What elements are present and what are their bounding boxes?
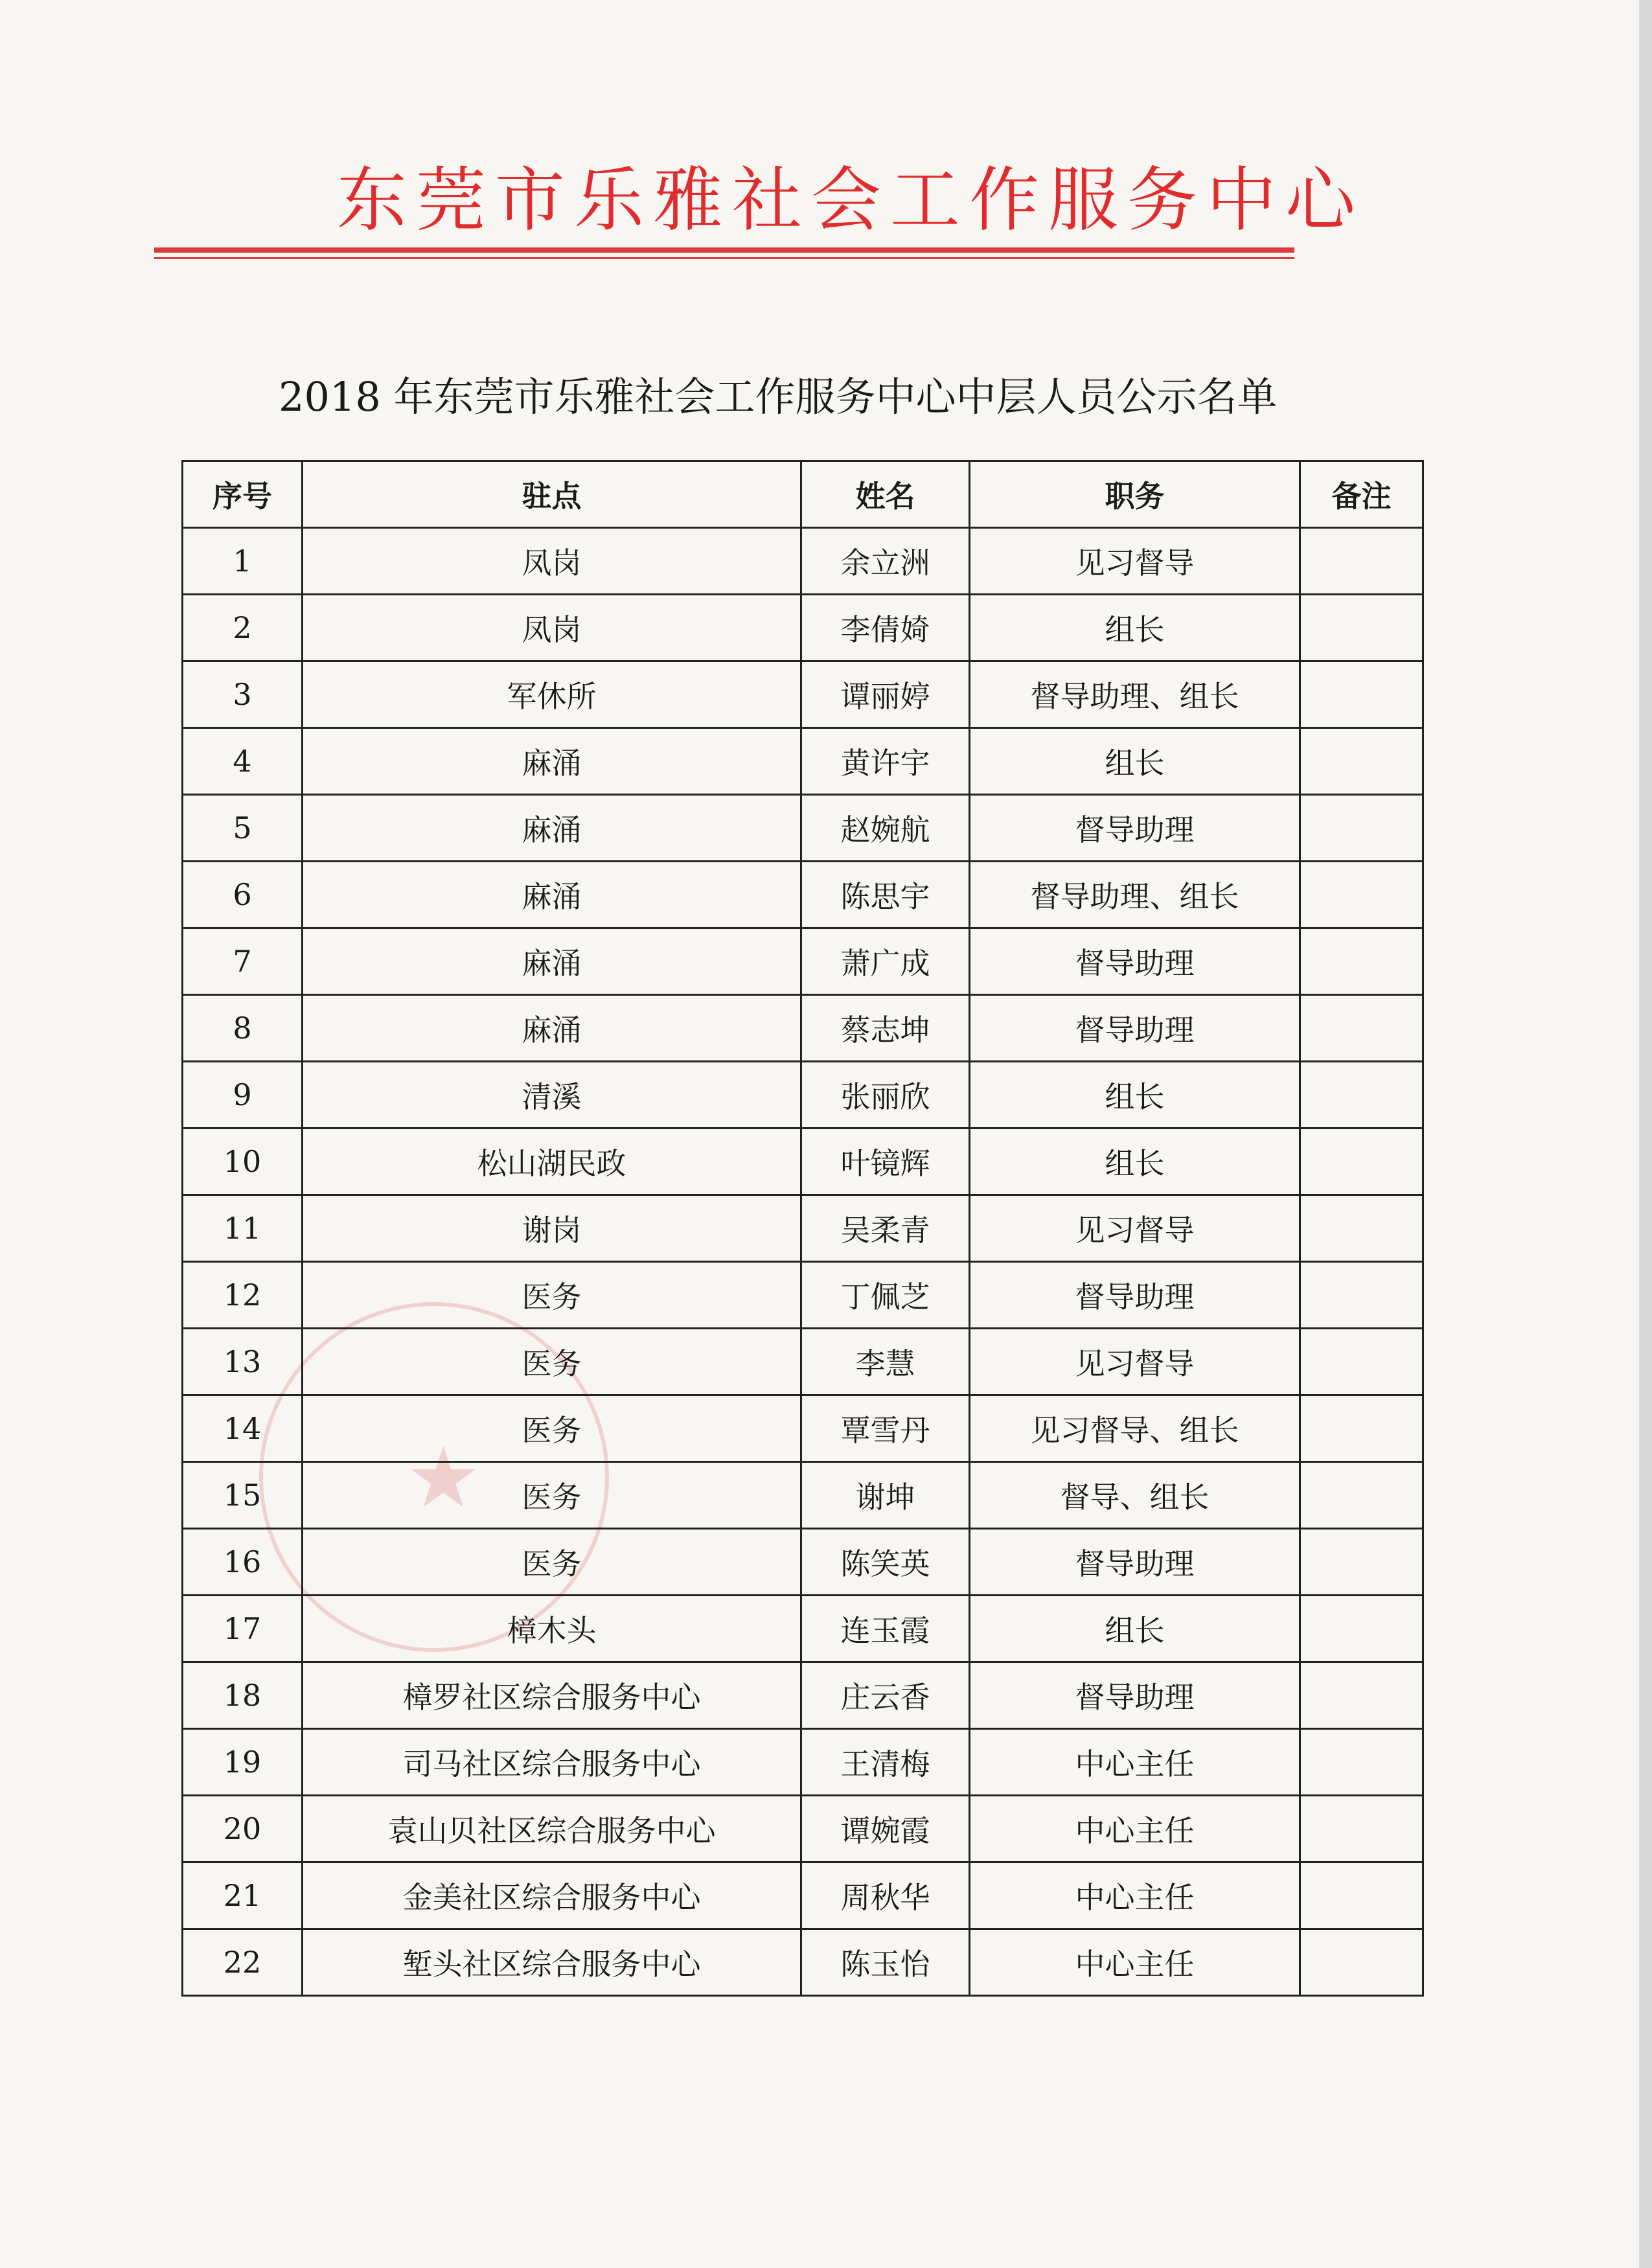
table-row — [183, 995, 1423, 1062]
cell-location: 袁山贝社区综合服务中心 — [303, 1796, 801, 1862]
header-note: 备注 — [1300, 461, 1423, 528]
cell-location: 麻涌 — [303, 795, 801, 862]
cell-name: 王清梅 — [801, 1729, 970, 1796]
cell-no: 3 — [183, 661, 303, 728]
cell-no: 21 — [183, 1862, 303, 1929]
cell-location: 医务 — [303, 1529, 801, 1596]
cell-role: 中心主任 — [970, 1796, 1300, 1862]
cell-location: 医务 — [303, 1329, 801, 1395]
header-location: 驻点 — [303, 461, 801, 528]
cell-no: 13 — [183, 1329, 303, 1395]
table-row — [183, 1929, 1423, 1996]
cell-location: 麻涌 — [303, 728, 801, 795]
cell-role: 督导助理 — [970, 995, 1300, 1062]
cell-name: 陈笑英 — [801, 1529, 970, 1596]
cell-no: 5 — [183, 795, 303, 862]
table-row — [183, 528, 1423, 595]
table-row — [183, 1796, 1423, 1862]
cell-name: 余立洲 — [801, 528, 970, 595]
cell-note — [1300, 1662, 1423, 1729]
cell-note — [1300, 1796, 1423, 1862]
cell-no: 6 — [183, 862, 303, 928]
cell-role: 见习督导 — [970, 1329, 1300, 1395]
cell-role: 组长 — [970, 1128, 1300, 1195]
cell-location: 樟罗社区综合服务中心 — [303, 1662, 801, 1729]
cell-note — [1300, 595, 1423, 661]
cell-location: 麻涌 — [303, 928, 801, 995]
cell-note — [1300, 1596, 1423, 1662]
cell-no: 4 — [183, 728, 303, 795]
cell-no: 8 — [183, 995, 303, 1062]
cell-location: 金美社区综合服务中心 — [303, 1862, 801, 1929]
cell-location: 樟木头 — [303, 1596, 801, 1662]
cell-role: 督导助理 — [970, 928, 1300, 995]
table-row — [183, 1462, 1423, 1529]
cell-location: 司马社区综合服务中心 — [303, 1729, 801, 1796]
table-row — [183, 1262, 1423, 1329]
cell-note — [1300, 1195, 1423, 1262]
table-row — [183, 595, 1423, 661]
cell-location: 清溪 — [303, 1062, 801, 1128]
table-row — [183, 795, 1423, 862]
cell-role: 见习督导、组长 — [970, 1395, 1300, 1462]
cell-role: 见习督导 — [970, 1195, 1300, 1262]
cell-name: 蔡志坤 — [801, 995, 970, 1062]
table-row — [183, 862, 1423, 928]
cell-role: 中心主任 — [970, 1729, 1300, 1796]
cell-note — [1300, 1329, 1423, 1395]
cell-no: 2 — [183, 595, 303, 661]
table-body — [183, 528, 1423, 1996]
cell-name: 庄云香 — [801, 1662, 970, 1729]
cell-role: 组长 — [970, 1596, 1300, 1662]
table-row — [183, 661, 1423, 728]
cell-location: 医务 — [303, 1395, 801, 1462]
cell-location: 麻涌 — [303, 862, 801, 928]
cell-role: 督导助理、组长 — [970, 661, 1300, 728]
cell-name: 叶镜辉 — [801, 1128, 970, 1195]
cell-location: 军休所 — [303, 661, 801, 728]
table-row — [183, 1128, 1423, 1195]
cell-location: 松山湖民政 — [303, 1128, 801, 1195]
cell-name: 谭丽婷 — [801, 661, 970, 728]
cell-note — [1300, 995, 1423, 1062]
cell-name: 谢坤 — [801, 1462, 970, 1529]
cell-no: 9 — [183, 1062, 303, 1128]
table-row — [183, 1729, 1423, 1796]
cell-no: 7 — [183, 928, 303, 995]
cell-note — [1300, 1128, 1423, 1195]
cell-no: 1 — [183, 528, 303, 595]
cell-location: 医务 — [303, 1262, 801, 1329]
cell-note — [1300, 1929, 1423, 1996]
table-row — [183, 928, 1423, 995]
cell-note — [1300, 1729, 1423, 1796]
cell-location: 麻涌 — [303, 995, 801, 1062]
table-row — [183, 1596, 1423, 1662]
cell-role: 组长 — [970, 728, 1300, 795]
cell-role: 中心主任 — [970, 1862, 1300, 1929]
cell-no: 19 — [183, 1729, 303, 1796]
cell-no: 14 — [183, 1395, 303, 1462]
cell-no: 16 — [183, 1529, 303, 1596]
cell-name: 赵婉航 — [801, 795, 970, 862]
cell-note — [1300, 661, 1423, 728]
table-row — [183, 1329, 1423, 1395]
scan-edge — [1639, 0, 1652, 2268]
table-row — [183, 1062, 1423, 1128]
cell-no: 11 — [183, 1195, 303, 1262]
header-role: 职务 — [970, 461, 1300, 528]
cell-no: 12 — [183, 1262, 303, 1329]
cell-location: 凤岗 — [303, 528, 801, 595]
cell-no: 22 — [183, 1929, 303, 1996]
table-row — [183, 1662, 1423, 1729]
cell-role: 组长 — [970, 595, 1300, 661]
cell-role: 督导助理 — [970, 1662, 1300, 1729]
cell-note — [1300, 528, 1423, 595]
organization-header: 东莞市乐雅社会工作服务中心 — [337, 160, 1365, 241]
cell-no: 10 — [183, 1128, 303, 1195]
cell-no: 15 — [183, 1462, 303, 1529]
cell-name: 连玉霞 — [801, 1596, 970, 1662]
cell-name: 李倩婍 — [801, 595, 970, 661]
cell-name: 谭婉霞 — [801, 1796, 970, 1862]
cell-note — [1300, 1862, 1423, 1929]
header-red-rule — [154, 247, 1294, 253]
cell-note — [1300, 795, 1423, 862]
table-row — [183, 1395, 1423, 1462]
cell-name: 张丽欣 — [801, 1062, 970, 1128]
header-red-rule-thin — [154, 257, 1294, 259]
cell-role: 中心主任 — [970, 1929, 1300, 1996]
cell-note — [1300, 928, 1423, 995]
table-row — [183, 728, 1423, 795]
cell-role: 督导助理 — [970, 795, 1300, 862]
cell-note — [1300, 1462, 1423, 1529]
cell-name: 萧广成 — [801, 928, 970, 995]
cell-role: 督导、组长 — [970, 1462, 1300, 1529]
cell-note — [1300, 728, 1423, 795]
cell-name: 吴柔青 — [801, 1195, 970, 1262]
seal-star-icon: ★ — [406, 1428, 481, 1527]
cell-location: 堑头社区综合服务中心 — [303, 1929, 801, 1996]
cell-no: 17 — [183, 1596, 303, 1662]
table-row — [183, 1529, 1423, 1596]
cell-role: 见习督导 — [970, 528, 1300, 595]
cell-location: 谢岗 — [303, 1195, 801, 1262]
cell-no: 18 — [183, 1662, 303, 1729]
table-row — [183, 1195, 1423, 1262]
cell-location: 凤岗 — [303, 595, 801, 661]
document-title: 2018 年东莞市乐雅社会工作服务中心中层人员公示名单 — [279, 373, 1278, 420]
cell-name: 周秋华 — [801, 1862, 970, 1929]
cell-name: 覃雪丹 — [801, 1395, 970, 1462]
header-no: 序号 — [183, 461, 303, 528]
cell-name: 陈玉怡 — [801, 1929, 970, 1996]
staff-table — [181, 460, 1424, 1997]
cell-note — [1300, 1262, 1423, 1329]
cell-role: 督导助理 — [970, 1529, 1300, 1596]
cell-name: 李慧 — [801, 1329, 970, 1395]
cell-note — [1300, 1395, 1423, 1462]
cell-note — [1300, 862, 1423, 928]
cell-note — [1300, 1529, 1423, 1596]
table-row — [183, 1862, 1423, 1929]
cell-name: 黄许宇 — [801, 728, 970, 795]
cell-note — [1300, 1062, 1423, 1128]
cell-name: 陈思宇 — [801, 862, 970, 928]
cell-role: 督导助理、组长 — [970, 862, 1300, 928]
cell-location: 医务 — [303, 1462, 801, 1529]
cell-no: 20 — [183, 1796, 303, 1862]
table-header-row — [183, 461, 1423, 528]
cell-role: 组长 — [970, 1062, 1300, 1128]
header-name: 姓名 — [801, 461, 970, 528]
cell-role: 督导助理 — [970, 1262, 1300, 1329]
cell-name: 丁佩芝 — [801, 1262, 970, 1329]
staff-table-wrapper — [181, 460, 1422, 1997]
